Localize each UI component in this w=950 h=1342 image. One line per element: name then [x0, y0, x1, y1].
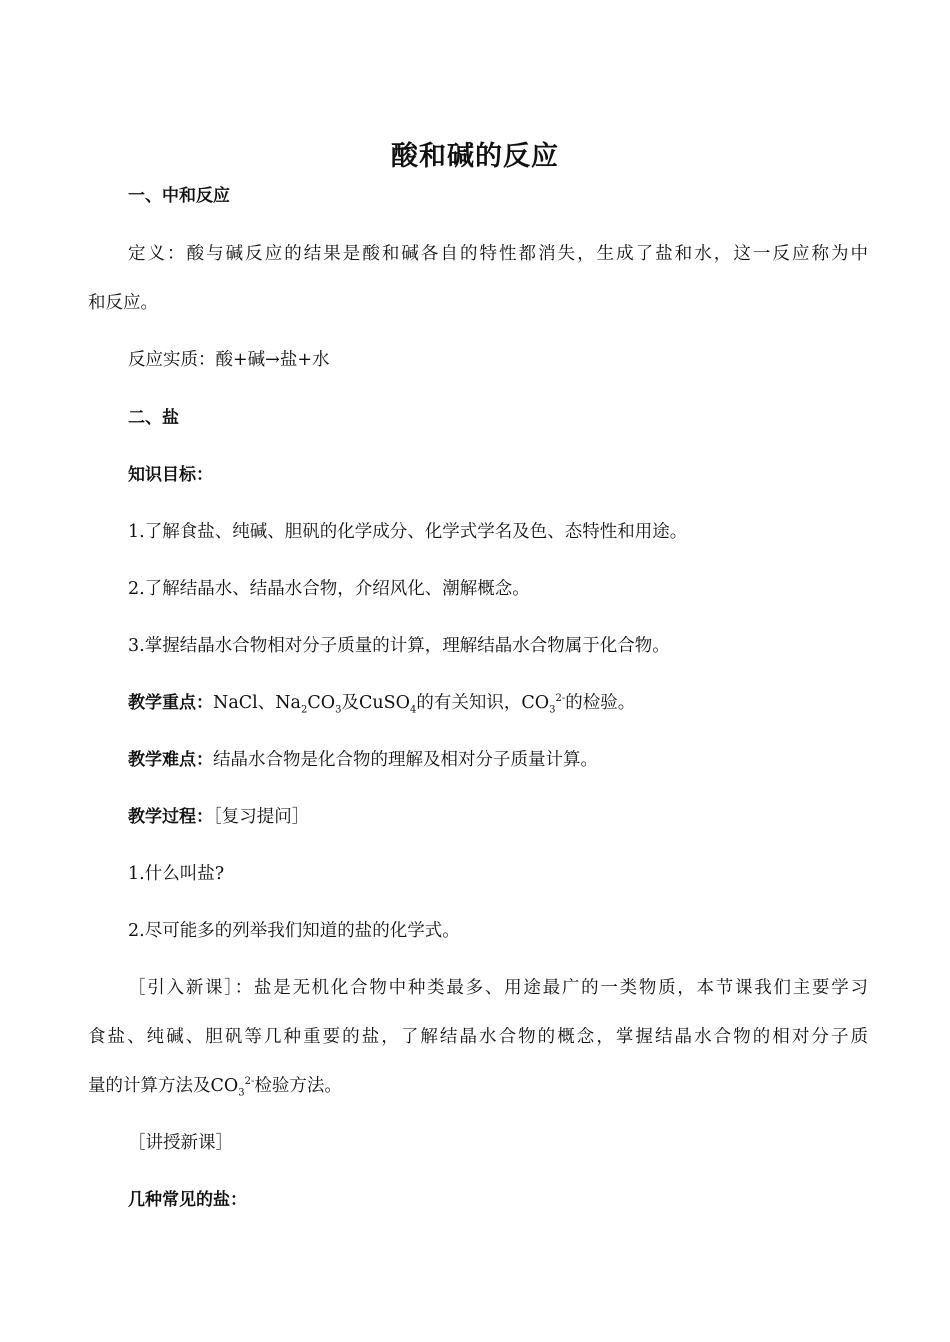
- definition-line-1: 定义：酸与碱反应的结果是酸和碱各自的特性都消失，生成了盐和水，这一反应称为中: [128, 244, 868, 264]
- subscript: 4: [409, 704, 417, 716]
- subscript: 3: [549, 704, 556, 716]
- key-points-label: 教学重点：: [128, 693, 213, 713]
- key-points-text-2: CO: [307, 693, 336, 713]
- intro-line-1: ［引入新课］：盐是无机化合物中种类最多、用途最广的一类物质，本节课我们主要学习: [128, 978, 868, 998]
- question-2: 2.尽可能多的列举我们知道的盐的化学式。: [128, 921, 460, 941]
- teaching-process: [128, 803, 868, 831]
- goal-item-1: 1.了解食盐、纯碱、胆矾的化学成分、化学式学名及色、态特性和用途。: [128, 522, 688, 542]
- difficulty: [128, 746, 868, 774]
- subscript: 2: [300, 704, 308, 716]
- process-text: ［复习提问］: [213, 807, 310, 827]
- question-1: 1.什么叫盐?: [128, 864, 225, 884]
- common-salts-heading: 几种常见的盐：: [128, 1190, 247, 1210]
- knowledge-goals-label: 知识目标：: [128, 465, 213, 485]
- teach-new-lesson: ［讲授新课］: [128, 1133, 233, 1153]
- goal-item-2: 2.了解结晶水、结晶水合物，介绍风化、潮解概念。: [128, 579, 530, 599]
- page-title: 酸和碱的反应: [391, 141, 559, 172]
- subscript: 3: [335, 704, 342, 716]
- section-heading-salt: 二、盐: [128, 408, 179, 428]
- goal-item-3: 3.掌握结晶水合物相对分子质量的计算，理解结晶水合物属于化合物。: [128, 636, 670, 656]
- difficulty-text: 结晶水合物是化合物的理解及相对分子质量计算。: [213, 750, 598, 770]
- superscript: 2-: [244, 1076, 255, 1088]
- intro-line-3-text-2: 检验方法。: [254, 1076, 342, 1096]
- key-points-text-3: 及CuSO: [341, 693, 410, 713]
- reaction-essence: 反应实质：酸+碱→盐+水: [128, 350, 330, 370]
- intro-line-3-text-1: 量的计算方法及CO: [88, 1076, 239, 1096]
- subscript: 3: [238, 1087, 245, 1099]
- key-points-text-1: NaCl、Na: [213, 693, 301, 713]
- intro-line-2: 食盐、纯碱、胆矾等几种重要的盐，了解结晶水合物的概念，掌握结晶水合物的相对分子质: [88, 1027, 868, 1047]
- section-heading-neutralization: 一、中和反应: [128, 186, 230, 206]
- key-points: [128, 689, 868, 717]
- difficulty-label: 教学难点：: [128, 750, 213, 770]
- key-points-text-5: 的检验。: [565, 693, 636, 713]
- superscript: 2-: [555, 693, 566, 705]
- definition-line-2: 和反应。: [88, 293, 158, 313]
- key-points-text-4: 的有关知识，CO: [416, 693, 550, 713]
- intro-line-3: [88, 1072, 868, 1100]
- process-label: 教学过程：: [128, 807, 213, 827]
